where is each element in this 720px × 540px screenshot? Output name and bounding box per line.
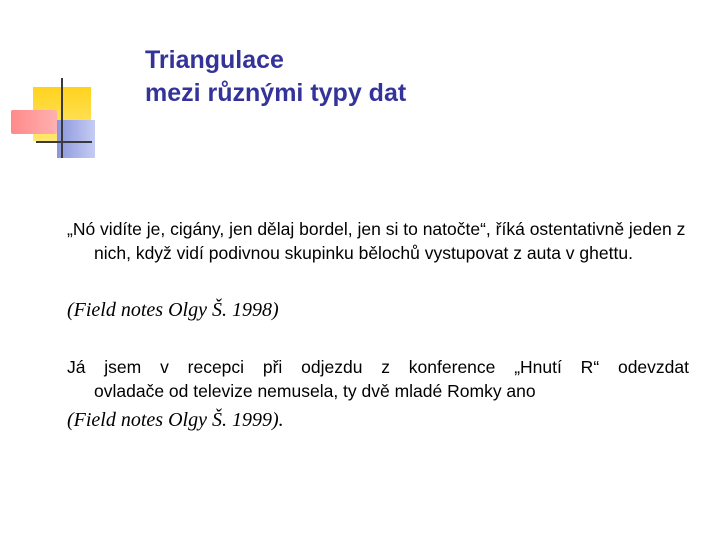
slide-title-line1: Triangulace xyxy=(145,46,284,74)
quote-2-line2: ovladače od televize nemusela, ty dvě mladé Romky ano xyxy=(94,380,536,401)
vertical-line-shape xyxy=(61,78,63,158)
citation-2: (Field notes Olgy Š. 1999). xyxy=(67,409,284,431)
slide-title xyxy=(145,44,406,110)
quote-2 xyxy=(67,356,689,403)
citation-1: (Field notes Olgy Š. 1998) xyxy=(67,299,279,321)
red-bar-shape xyxy=(11,110,57,134)
decorative-logo xyxy=(0,0,140,170)
quote-1: „Nó vidíte je, cigány, jen dělaj bordel, jen si to natočte“, říká ostentativně jeden z nich, když vidí podivnou skupinku bělochů vystupovat z auta v ghettu. xyxy=(67,219,686,263)
quote-2-line1: Já jsem v recepci při odjezdu z konference „Hnutí R“ odevzdat xyxy=(67,357,689,377)
horizontal-line-shape xyxy=(36,141,92,143)
slide-title-line2: mezi různými typy dat xyxy=(145,79,407,107)
